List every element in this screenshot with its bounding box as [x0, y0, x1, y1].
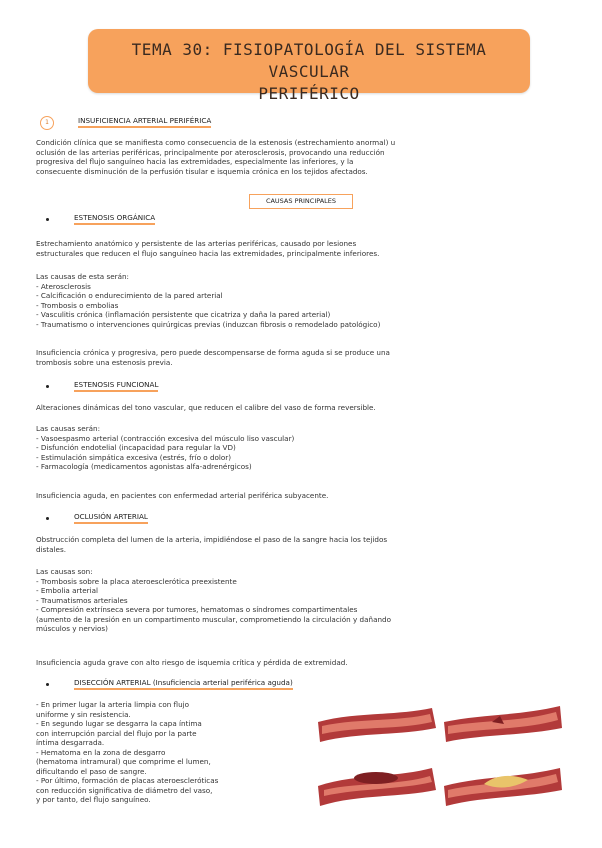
bullet-icon: [46, 218, 49, 221]
section-number: 1: [40, 116, 54, 130]
artery-panel-hematoma: [318, 768, 436, 806]
causes-label: CAUSAS PRINCIPALES: [249, 194, 353, 209]
subheading-dissection: DISECCIÓN ARTERIAL (Insuficiencia arterial periférica aguda): [74, 678, 293, 690]
occlusion-definition: Obstrucción completa del lumen de la arteria, impidiéndose el paso de la sangre hacia los tejidos distales.: [36, 535, 388, 554]
section-heading: INSUFICIENCIA ARTERIAL PERIFÉRICA: [78, 116, 211, 128]
subheading-occlusion: OCLUSIÓN ARTERIAL: [74, 512, 148, 524]
artery-panel-plaque: [444, 768, 562, 806]
bullet-icon: [46, 385, 49, 388]
intro-paragraph: Condición clínica que se manifiesta como consecuencia de la estenosis (estrechamiento anormal) u oclusión de las arterias periféricas, principalmente por aterosclerosis, provocando una reducción progresiva del flujo sanguíneo hacia las extremidades, especialmente las inferiores, y la consecuente disminución de la perfusión tisular e isquemia crónica en los tejidos afectados.: [36, 138, 396, 176]
artery-panel-normal: [318, 708, 436, 742]
bullet-icon: [46, 517, 49, 520]
organic-causes: Las causas de esta serán: - Aterosclerosis - Calcificación o endurecimiento de la pared arterial - Trombosis o embolias - Vasculitis crónica (inflamación persistente que cicatriza y daña la pared arterial) - Traumatismo o intervenciones quirúrgicas previas (induzcan fibrosis o remodelado patológico): [36, 272, 381, 329]
organic-note: Insuficiencia crónica y progresiva, pero puede descompensarse de forma aguda si se produce una trombosis sobre una estenosis previa.: [36, 348, 390, 367]
organic-definition: Estrechamiento anatómico y persistente de las arterias periféricas, causado por lesiones estructurales que reducen el flujo sanguíneo hacia las extremidades, principalmente inferiores.: [36, 239, 380, 258]
subheading-organic: ESTENOSIS ORGÁNICA: [74, 213, 155, 225]
artery-dissection-illustration: [314, 694, 564, 824]
occlusion-causes: Las causas son: - Trombosis sobre la placa ateroesclerótica preexistente - Embolia arterial - Traumatismos arteriales - Compresión extrínseca severa por tumores, hematomas o síndromes compartimentales (aumento de la presión en un compartimento muscular, comprometiendo la circulación y dañando músculos y nervios): [36, 567, 391, 633]
dissection-text: - En primer lugar la arteria limpia con flujo uniforme y sin resistencia. - En segundo lugar se desgarra la capa íntima con interrupción parcial del flujo por la parte íntima desgarrada. - Hematoma en la zona de desgarro (hematoma intramural) que comprime el lumen, dificultando el paso de sangre. - Por último, formación de placas ateroescleróticas con reducción significativa de diámetro del vaso, y por tanto, del flujo sanguíneo.: [36, 700, 219, 804]
title-line-1: TEMA 30: FISIOPATOLOGÍA DEL SISTEMA VASCULAR: [131, 40, 487, 81]
functional-definition: Alteraciones dinámicas del tono vascular, que reducen el calibre del vaso de forma reversible.: [36, 403, 376, 412]
functional-causes: Las causas serán: - Vasoespasmo arterial (contracción excesiva del músculo liso vascular) - Disfunción endotelial (incapacidad para regular la VD) - Estimulación simpática excesiva (estrés, frío o dolor) - Farmacología (medicamentos agonistas alfa-adrenérgicos): [36, 424, 295, 471]
page-title: [88, 39, 530, 105]
subheading-functional: ESTENOSIS FUNCIONAL: [74, 380, 158, 392]
bullet-icon: [46, 683, 49, 686]
functional-note: Insuficiencia aguda, en pacientes con enfermedad arterial periférica subyacente.: [36, 491, 329, 500]
title-banner: [88, 29, 530, 103]
occlusion-note: Insuficiencia aguda grave con alto riesgo de isquemia crítica y pérdida de extremidad.: [36, 658, 348, 667]
artery-panel-tear: [444, 706, 562, 742]
title-line-2: PERIFÉRICO: [258, 84, 360, 103]
